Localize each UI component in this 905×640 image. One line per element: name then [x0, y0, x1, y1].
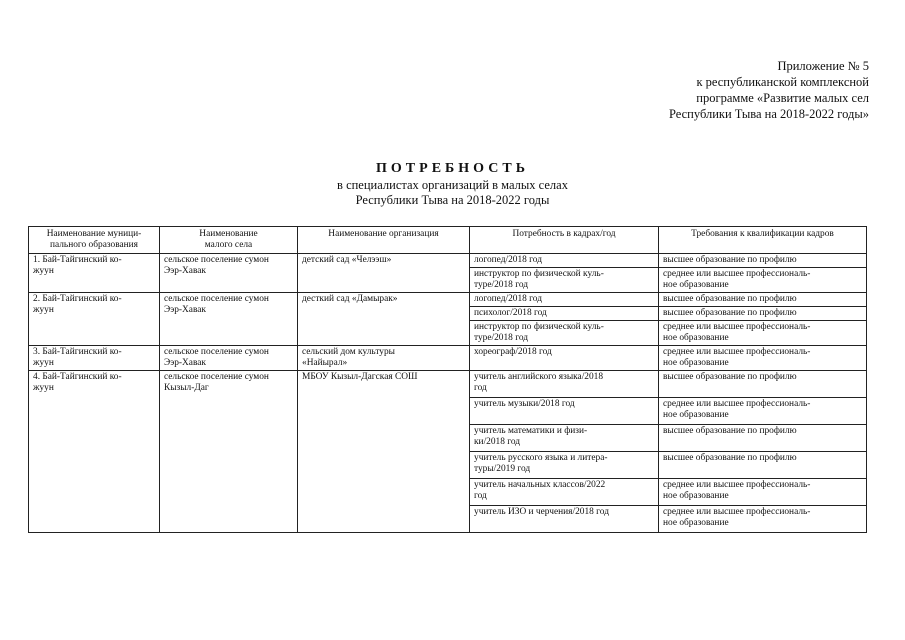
appendix-line-3: программе «Развитие малых сел	[696, 91, 869, 105]
cell-requirement: высшее образование по профилю	[659, 425, 867, 452]
cell-village: сельское поселение сумон Ээр-Хавак	[160, 254, 298, 293]
cell-requirement: среднее или высшее профессиональ- ное образование	[659, 346, 867, 371]
cell-village: сельское поселение сумон Ээр-Хавак	[160, 293, 298, 346]
cell-need: хореограф/2018 год	[470, 346, 659, 371]
header-organization: Наименование организация	[298, 227, 470, 254]
document-title-block	[0, 160, 905, 208]
cell-need: логопед/2018 год	[470, 293, 659, 307]
cell-need: психолог/2018 год	[470, 307, 659, 321]
appendix-line-1: Приложение № 5	[777, 59, 869, 73]
cell-need: учитель английского языка/2018 год	[470, 371, 659, 398]
cell-need: учитель начальных классов/2022 год	[470, 479, 659, 506]
cell-need: инструктор по физической куль- туре/2018 год	[470, 321, 659, 346]
cell-need: инструктор по физической куль- туре/2018 год	[470, 268, 659, 293]
cell-organization: сельский дом культуры «Найырал»	[298, 346, 470, 371]
document-title: ПОТРЕБНОСТЬ	[376, 161, 529, 176]
table-row	[29, 371, 867, 398]
table-row	[29, 254, 867, 268]
cell-organization: МБОУ Кызыл-Дагская СОШ	[298, 371, 470, 533]
cell-requirement: среднее или высшее профессиональ- ное образование	[659, 506, 867, 533]
cell-need: учитель ИЗО и черчения/2018 год	[470, 506, 659, 533]
cell-requirement: среднее или высшее профессиональ- ное образование	[659, 398, 867, 425]
table-header	[29, 227, 867, 254]
cell-need: логопед/2018 год	[470, 254, 659, 268]
appendix-line-2: к республиканской комплексной	[696, 75, 869, 89]
cell-municipality: 1. Бай-Тайгинский ко- жуун	[29, 254, 160, 293]
header-municipality: Наименование муници- пального образования	[29, 227, 160, 254]
cell-requirement: среднее или высшее профессиональ- ное образование	[659, 479, 867, 506]
cell-requirement: высшее образование по профилю	[659, 293, 867, 307]
cell-village: сельское поселение сумон Ээр-Хавак	[160, 346, 298, 371]
cell-municipality: 2. Бай-Тайгинский ко- жуун	[29, 293, 160, 346]
cell-requirement: высшее образование по профилю	[659, 452, 867, 479]
document-subtitle-2: Республики Тыва на 2018-2022 годы	[355, 193, 550, 207]
cell-municipality: 4. Бай-Тайгинский ко- жуун	[29, 371, 160, 533]
cell-requirement: высшее образование по профилю	[659, 254, 867, 268]
cell-organization: десткий сад «Дамырак»	[298, 293, 470, 346]
cell-requirement: высшее образование по профилю	[659, 307, 867, 321]
appendix-line-4: Республики Тыва на 2018-2022 годы»	[668, 107, 869, 121]
header-requirements: Требования к квалификации кадров	[659, 227, 867, 254]
cell-requirement: высшее образование по профилю	[659, 371, 867, 398]
cell-requirement: среднее или высшее профессиональ- ное образование	[659, 268, 867, 293]
appendix-note	[669, 58, 869, 122]
cell-need: учитель русского языка и литера- туры/2019 год	[470, 452, 659, 479]
header-need: Потребность в кадрах/год	[470, 227, 659, 254]
table-row	[29, 293, 867, 307]
staff-needs-table	[28, 226, 867, 533]
cell-need: учитель математики и физи- ки/2018 год	[470, 425, 659, 452]
cell-requirement: среднее или высшее профессиональ- ное образование	[659, 321, 867, 346]
header-village: Наименование малого села	[160, 227, 298, 254]
cell-organization: детский сад «Челээш»	[298, 254, 470, 293]
table-row	[29, 346, 867, 371]
cell-municipality: 3. Бай-Тайгинский ко- жуун	[29, 346, 160, 371]
cell-need: учитель музыки/2018 год	[470, 398, 659, 425]
document-subtitle-1: в специалистах организаций в малых селах	[337, 178, 568, 192]
cell-village: сельское поселение сумон Кызыл-Даг	[160, 371, 298, 533]
